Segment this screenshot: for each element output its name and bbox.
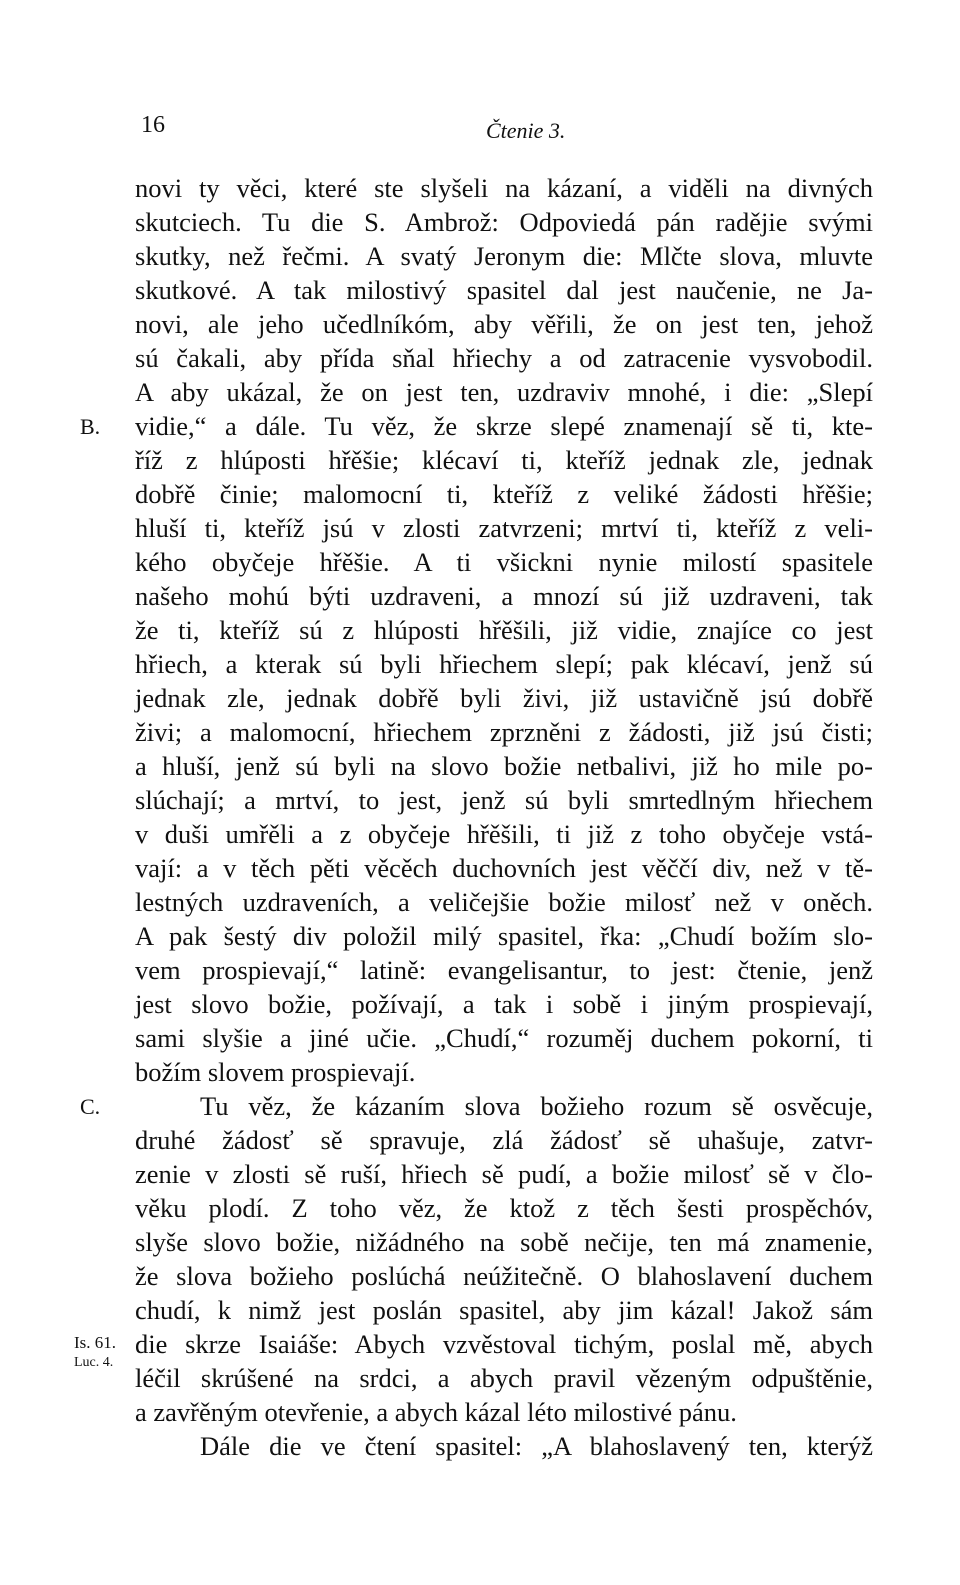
text-line: dobřě činie; malomocní ti, kteříž z veliké žádosti hřěšie; [135,479,873,509]
text-line: vem prospievají,“ latině: evangelisantur, to jest: čtenie, jenž [135,955,873,985]
margin-note-isaiah: Is. 61. [74,1333,117,1352]
text-line: slyše slovo božie, nižádného na sobě nečije, ten má znamenie, [135,1227,873,1257]
text-line: našeho mohú býti uzdraveni, a mnozí sú již uzdraveni, tak [135,581,873,611]
text-line: božím slovem prospievají. [135,1057,416,1087]
text-line: lestných uzdraveních, a veličejšie božie milosť než v oněch. [135,887,873,917]
text-line: Dále die ve čtení spasitel: „A blahoslavený ten, kterýž [200,1431,873,1461]
text-line: chudí, k nimž jest poslán spasitel, aby jim kázal! Jakož sám [135,1295,873,1325]
text-line: vidie,“ a dále. Tu věz, že skrze slepé znamenají sě ti, kte- [135,411,873,441]
margin-note-b: B. [80,414,101,439]
text-line: kého obyčeje hřěšie. A ti všickni nynie milostí spasitele [135,547,873,577]
text-line: Tu věz, že kázaním slova božieho rozum sě osvěcuje, [200,1091,873,1121]
text-line: novi ty věci, které ste slyšeli na kázaní, a viděli na divných [135,173,873,203]
text-line: v duši umřěli a z obyčeje hřěšili, ti již z toho obyčeje vstá- [135,819,873,849]
text-line: hřiech, a kterak sú byli hřiechem slepí; pak klécaví, jenž sú [135,649,873,679]
text-line: druhé žádosť sě spravuje, zlá žádosť sě uhašuje, zatvr- [135,1125,873,1155]
text-line: že ti, kteříž sú z hlúposti hřěšili, již vidie, znajíce co jest [135,615,873,645]
text-line: zenie v zlosti sě ruší, hřiech sě pudí, a božie milosť sě v člo- [135,1159,873,1189]
running-head: Čtenie 3. [486,118,566,143]
text-line: vají: a v těch pěti věcěch duchovních jest věččí div, než v tě- [135,853,873,883]
text-line: živi; a malomocní, hřiechem zprzněni z žádosti, již jsú čisti; [135,717,873,747]
margin-note-luke: Luc. 4. [74,1355,114,1370]
text-line: sú čakali, aby přída sňal hřiechy a od zatracenie vysvobodil. [135,343,873,373]
text-line: hluší ti, kteříž jsú v zlosti zatvrzeni; mrtví ti, kteříž z veli- [135,513,873,543]
text-line: a hluší, jenž sú byli na slovo božie netbalivi, již ho mile po- [135,751,873,781]
text-line: skutkové. A tak milostivý spasitel dal jest naučenie, ne Ja- [135,275,873,305]
text-line: že slova božieho poslúchá neúžitečně. O blahoslavení duchem [135,1261,873,1291]
text-line: die skrze Isaiáše: Abych vzvěstoval tichým, poslal mě, abych [135,1329,873,1359]
text-line: A pak šestý div položil milý spasitel, řka: „Chudí božím slo- [135,921,873,951]
text-line: sami slyšie a jiné učie. „Chudí,“ rozuměj duchem pokorní, ti [135,1023,873,1053]
text-line: léčil skrúšené na srdci, a abych pravil vězeným odpuštěnie, [135,1363,873,1393]
text-line: slúchají; a mrtví, to jest, jenž sú byli smrtedlným hřiechem [135,785,873,815]
text-line: jest slovo božie, požívají, a tak i sobě i jiným prospievají, [135,989,873,1019]
text-line: věku plodí. Z toho věz, že ktož z těch šesti prospěchóv, [135,1193,873,1223]
text-line: říž z hlúposti hřěšie; klécaví ti, kteříž jednak zle, jednak [135,445,873,475]
text-line: skutky, než řečmi. A svatý Jeronym die: Mlčte slova, mluvte [135,241,873,271]
margin-note-c: C. [80,1094,101,1119]
text-line: A aby ukázal, že on jest ten, uzdraviv mnohé, i die: „Slepí [135,377,873,407]
text-line: skutciech. Tu die S. Ambrož: Odpoviedá pán radějie svými [135,207,873,237]
text-line: novi, ale jeho učedlníkóm, aby věřili, že on jest ten, jehož [135,309,873,339]
text-line: jednak zle, jednak dobřě byli živi, již ustavičně jsú dobřě [135,683,873,713]
text-line: a zavřěným otevřenie, a abych kázal léto milostivé pánu. [135,1397,737,1427]
page-number: 16 [141,112,165,138]
